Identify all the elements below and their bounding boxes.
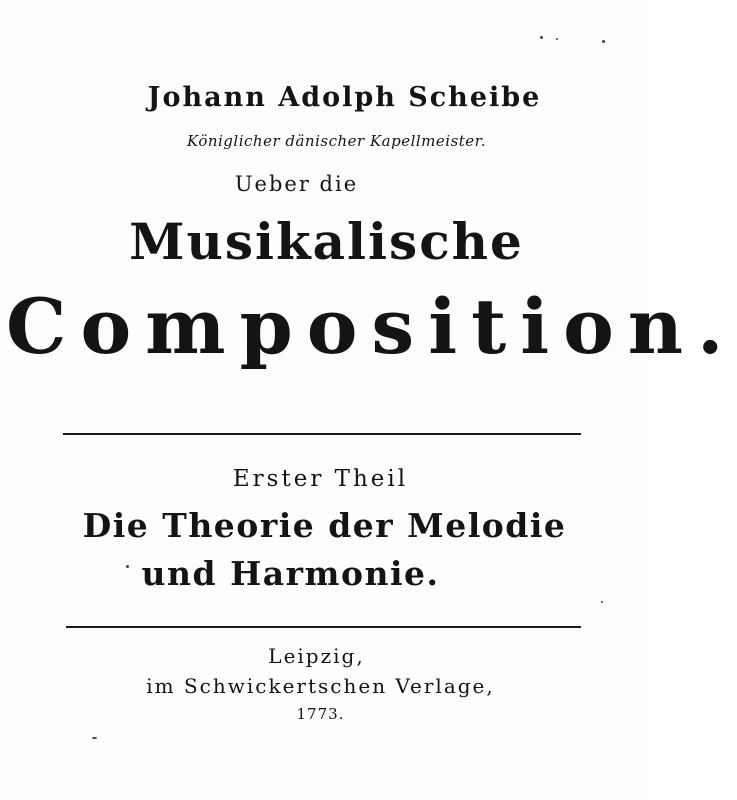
paper-speck [540,36,543,39]
paper-speck [92,737,97,739]
main-title-line-2: Composition. [6,282,737,371]
publisher: im Schwickertschen Verlage, [146,674,495,698]
divider-rule-top [63,433,581,435]
paper-speck [556,38,558,40]
main-title-line-1: Musikalische [129,212,524,271]
part-label: Erster Theil [232,466,409,492]
title-prefix: Ueber die [234,172,359,196]
publication-place: Leipzig, [268,644,365,668]
subtitle-line-1: Die Theorie der Melodie [82,506,567,545]
author-position: Königlicher dänischer Kapellmeister. [187,132,486,150]
author-name: Johann Adolph Scheibe [147,82,542,113]
paper-speck [601,601,603,603]
paper-speck [126,565,129,568]
subtitle-line-2: und Harmonie. [141,554,440,593]
publication-year: 1773. [296,705,345,723]
divider-rule-bottom [66,626,581,628]
paper-speck [602,40,605,43]
